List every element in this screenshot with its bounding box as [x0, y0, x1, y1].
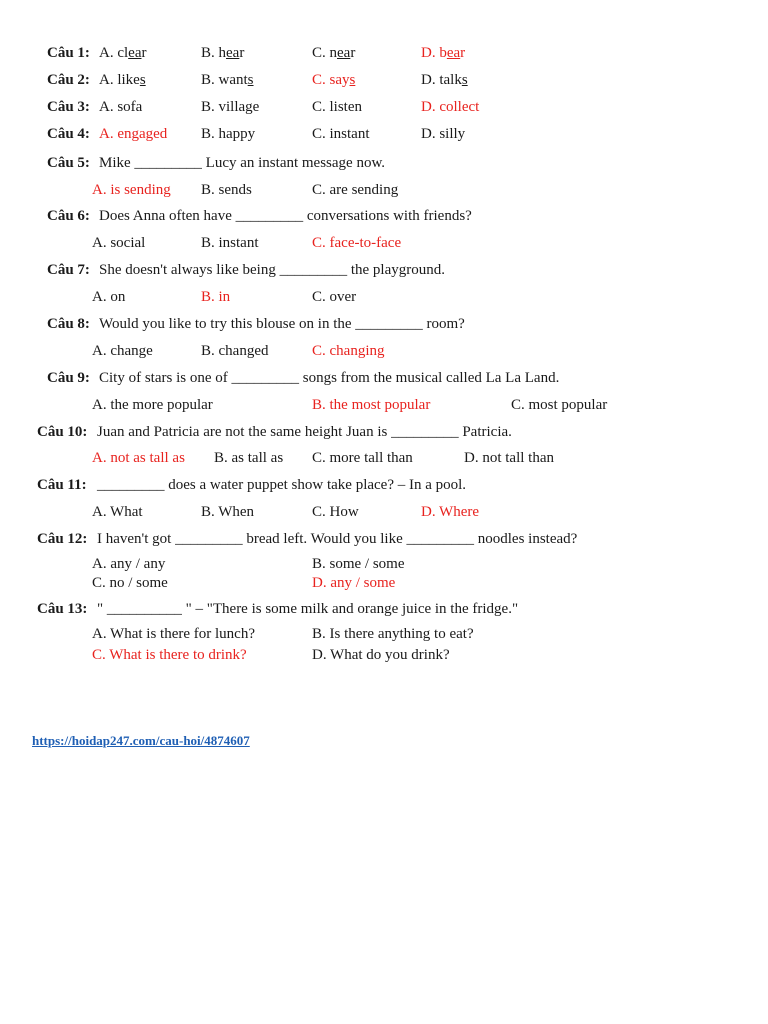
question-number: Câu 13:	[37, 601, 88, 617]
option-d: D. What do you drink?	[312, 647, 450, 663]
question-text: Would you like to try this blouse on in the _________ room?	[99, 316, 465, 332]
option-c: C. instant	[312, 126, 370, 142]
question-number: Câu 10:	[37, 424, 88, 440]
option-c-correct: C. What is there to drink?	[92, 647, 247, 663]
option-b-correct: B. the most popular	[312, 397, 431, 413]
option-c-correct: C. face-to-face	[312, 235, 402, 251]
option-c: C. more tall than	[312, 450, 413, 466]
option-c: C. no / some	[92, 575, 168, 591]
option-b: B. sends	[201, 182, 252, 198]
option-d-correct: D. collect	[421, 99, 480, 115]
option-c: C. are sending	[312, 182, 399, 198]
option-a: A. clear	[99, 45, 147, 61]
question-number: Câu 11:	[37, 477, 87, 493]
question-number: Câu 4:	[47, 126, 90, 142]
option-b-correct: B. in	[201, 289, 231, 305]
option-c: C. over	[312, 289, 357, 305]
option-a: A. on	[92, 289, 126, 305]
source-link[interactable]: https://hoidap247.com/cau-hoi/4874607	[32, 733, 250, 748]
option-c-correct: C. says	[312, 72, 356, 88]
option-a: A. sofa	[99, 99, 143, 115]
option-d-correct: D. bear	[421, 45, 466, 61]
option-a: A. the more popular	[92, 397, 213, 413]
option-b: B. some / some	[312, 556, 405, 572]
option-b: B. instant	[201, 235, 259, 251]
option-d: D. silly	[421, 126, 466, 142]
option-a: A. social	[92, 235, 146, 251]
option-b: B. happy	[201, 126, 256, 142]
option-b: B. When	[201, 504, 255, 520]
option-b: B. wants	[201, 72, 254, 88]
question-text: Mike _________ Lucy an instant message now.	[99, 155, 386, 171]
option-d: D. not tall than	[464, 450, 554, 466]
option-c-correct: C. changing	[312, 343, 385, 359]
question-number: Câu 3:	[47, 99, 90, 115]
option-d: D. talks	[421, 72, 468, 88]
question-text: I haven't got _________ bread left. Would you like _________ noodles instead?	[97, 531, 578, 547]
question-text: City of stars is one of _________ songs from the musical called La La Land.	[99, 370, 560, 386]
question-text: " __________ " – "There is some milk and orange juice in the fridge."	[97, 601, 519, 617]
option-a: A. likes	[99, 72, 146, 88]
option-c: C. How	[312, 504, 359, 520]
option-a-correct: A. engaged	[99, 126, 168, 142]
question-number: Câu 6:	[47, 208, 90, 224]
question-number: Câu 1:	[47, 45, 90, 61]
option-b: B. Is there anything to eat?	[312, 626, 474, 642]
option-c: C. near	[312, 45, 356, 61]
question-text: _________ does a water puppet show take place? – In a pool.	[97, 477, 467, 493]
option-b: B. hear	[201, 45, 245, 61]
option-c: C. listen	[312, 99, 363, 115]
option-a: A. any / any	[92, 556, 166, 572]
option-c: C. most popular	[511, 397, 608, 413]
question-text: She doesn't always like being _________ the playground.	[99, 262, 445, 278]
option-a-correct: A. is sending	[92, 182, 171, 198]
option-a: A. change	[92, 343, 153, 359]
question-text: Juan and Patricia are not the same height Juan is _________ Patricia.	[97, 424, 512, 440]
option-d-correct: D. Where	[421, 504, 480, 520]
question-number: Câu 12:	[37, 531, 88, 547]
question-number: Câu 2:	[47, 72, 90, 88]
question-number: Câu 8:	[47, 316, 90, 332]
question-text: Does Anna often have _________ conversations with friends?	[99, 208, 472, 224]
option-a: A. What	[92, 504, 143, 520]
option-b: B. as tall as	[214, 450, 284, 466]
option-b: B. village	[201, 99, 260, 115]
question-number: Câu 7:	[47, 262, 90, 278]
option-a-correct: A. not as tall as	[92, 450, 185, 466]
option-b: B. changed	[201, 343, 269, 359]
question-number: Câu 5:	[47, 155, 90, 171]
question-number: Câu 9:	[47, 370, 90, 386]
option-a: A. What is there for lunch?	[92, 626, 256, 642]
option-d-correct: D. any / some	[312, 575, 396, 591]
